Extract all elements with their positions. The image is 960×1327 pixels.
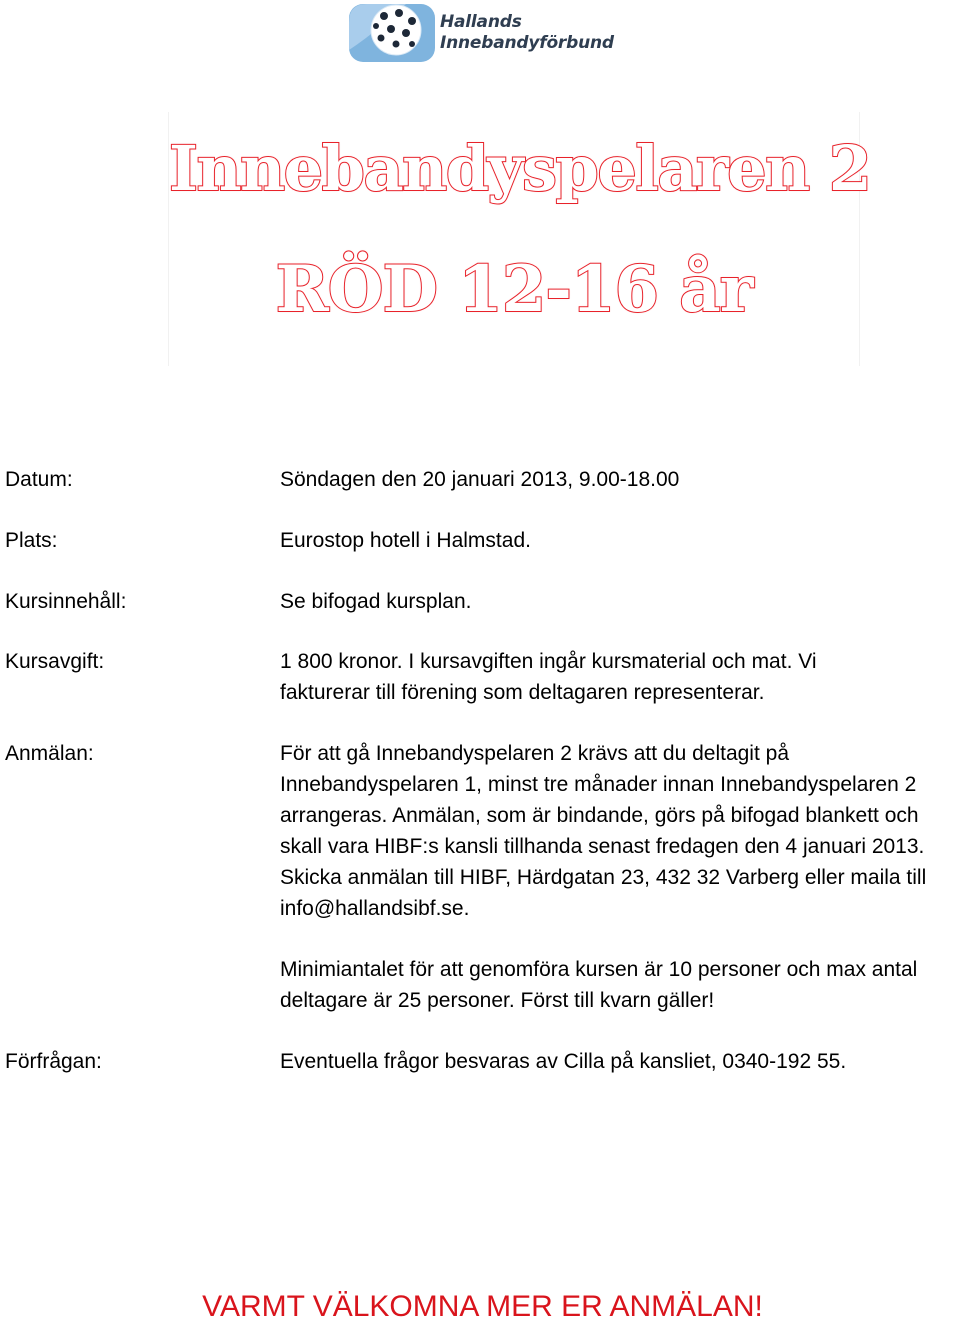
anmalan-value: För att gå Innebandyspelaren 2 krävs att du deltagit på Innebandyspelaren 1, minst tre månader innan Innebandyspelaren 2 arrangeras. Anmälan, som är bindande, görs på bifogad blankett och skall vara HIBF:s kansli tillhanda senast fredagen den 4 januari 2013. Skicka anmälan till HIBF, Härdgatan 23, 432 32 Varberg eller maila till info@hallandsibf.se.: [280, 742, 927, 920]
logo-line-1: Hallands: [440, 12, 522, 32]
floorball-ball-icon: [346, 2, 438, 66]
kursinnehall-value: Se bifogad kursplan.: [280, 590, 472, 613]
banner-title: Innebandyspelaren 2: [169, 132, 871, 205]
hallands-innebandyforbund-logo: [346, 2, 626, 66]
forfragan-label: Förfrågan:: [5, 1050, 102, 1073]
kursavgift-value: 1 800 kronor. I kursavgiften ingår kursmaterial och mat. Vi fakturerar till förening som deltagaren representerar.: [280, 650, 817, 704]
datum-value: Söndagen den 20 januari 2013, 9.00-18.00: [280, 468, 680, 491]
kursinnehall-label: Kursinnehåll:: [5, 590, 127, 613]
kursavgift-label: Kursavgift:: [5, 650, 105, 673]
datum-label: Datum:: [5, 468, 73, 491]
minimum-participants-text: Minimiantalet för att genomföra kursen är 10 personer och max antal deltagare är 25 personer. Först till kvarn gäller!: [280, 958, 918, 1012]
forfragan-value: Eventuella frågor besvaras av Cilla på kansliet, 0340-192 55.: [280, 1050, 847, 1073]
logo-line-2: Innebandyförbund: [440, 33, 614, 53]
plats-label: Plats:: [5, 529, 58, 552]
course-banner: [168, 112, 871, 366]
banner-subtitle: RÖD 12-16 år: [275, 252, 753, 327]
anmalan-label: Anmälan:: [5, 742, 94, 765]
welcome-message: VARMT VÄLKOMNA MER ER ANMÄLAN!: [202, 1290, 763, 1323]
plats-value: Eurostop hotell i Halmstad.: [280, 529, 531, 552]
logo-text: [440, 12, 614, 54]
